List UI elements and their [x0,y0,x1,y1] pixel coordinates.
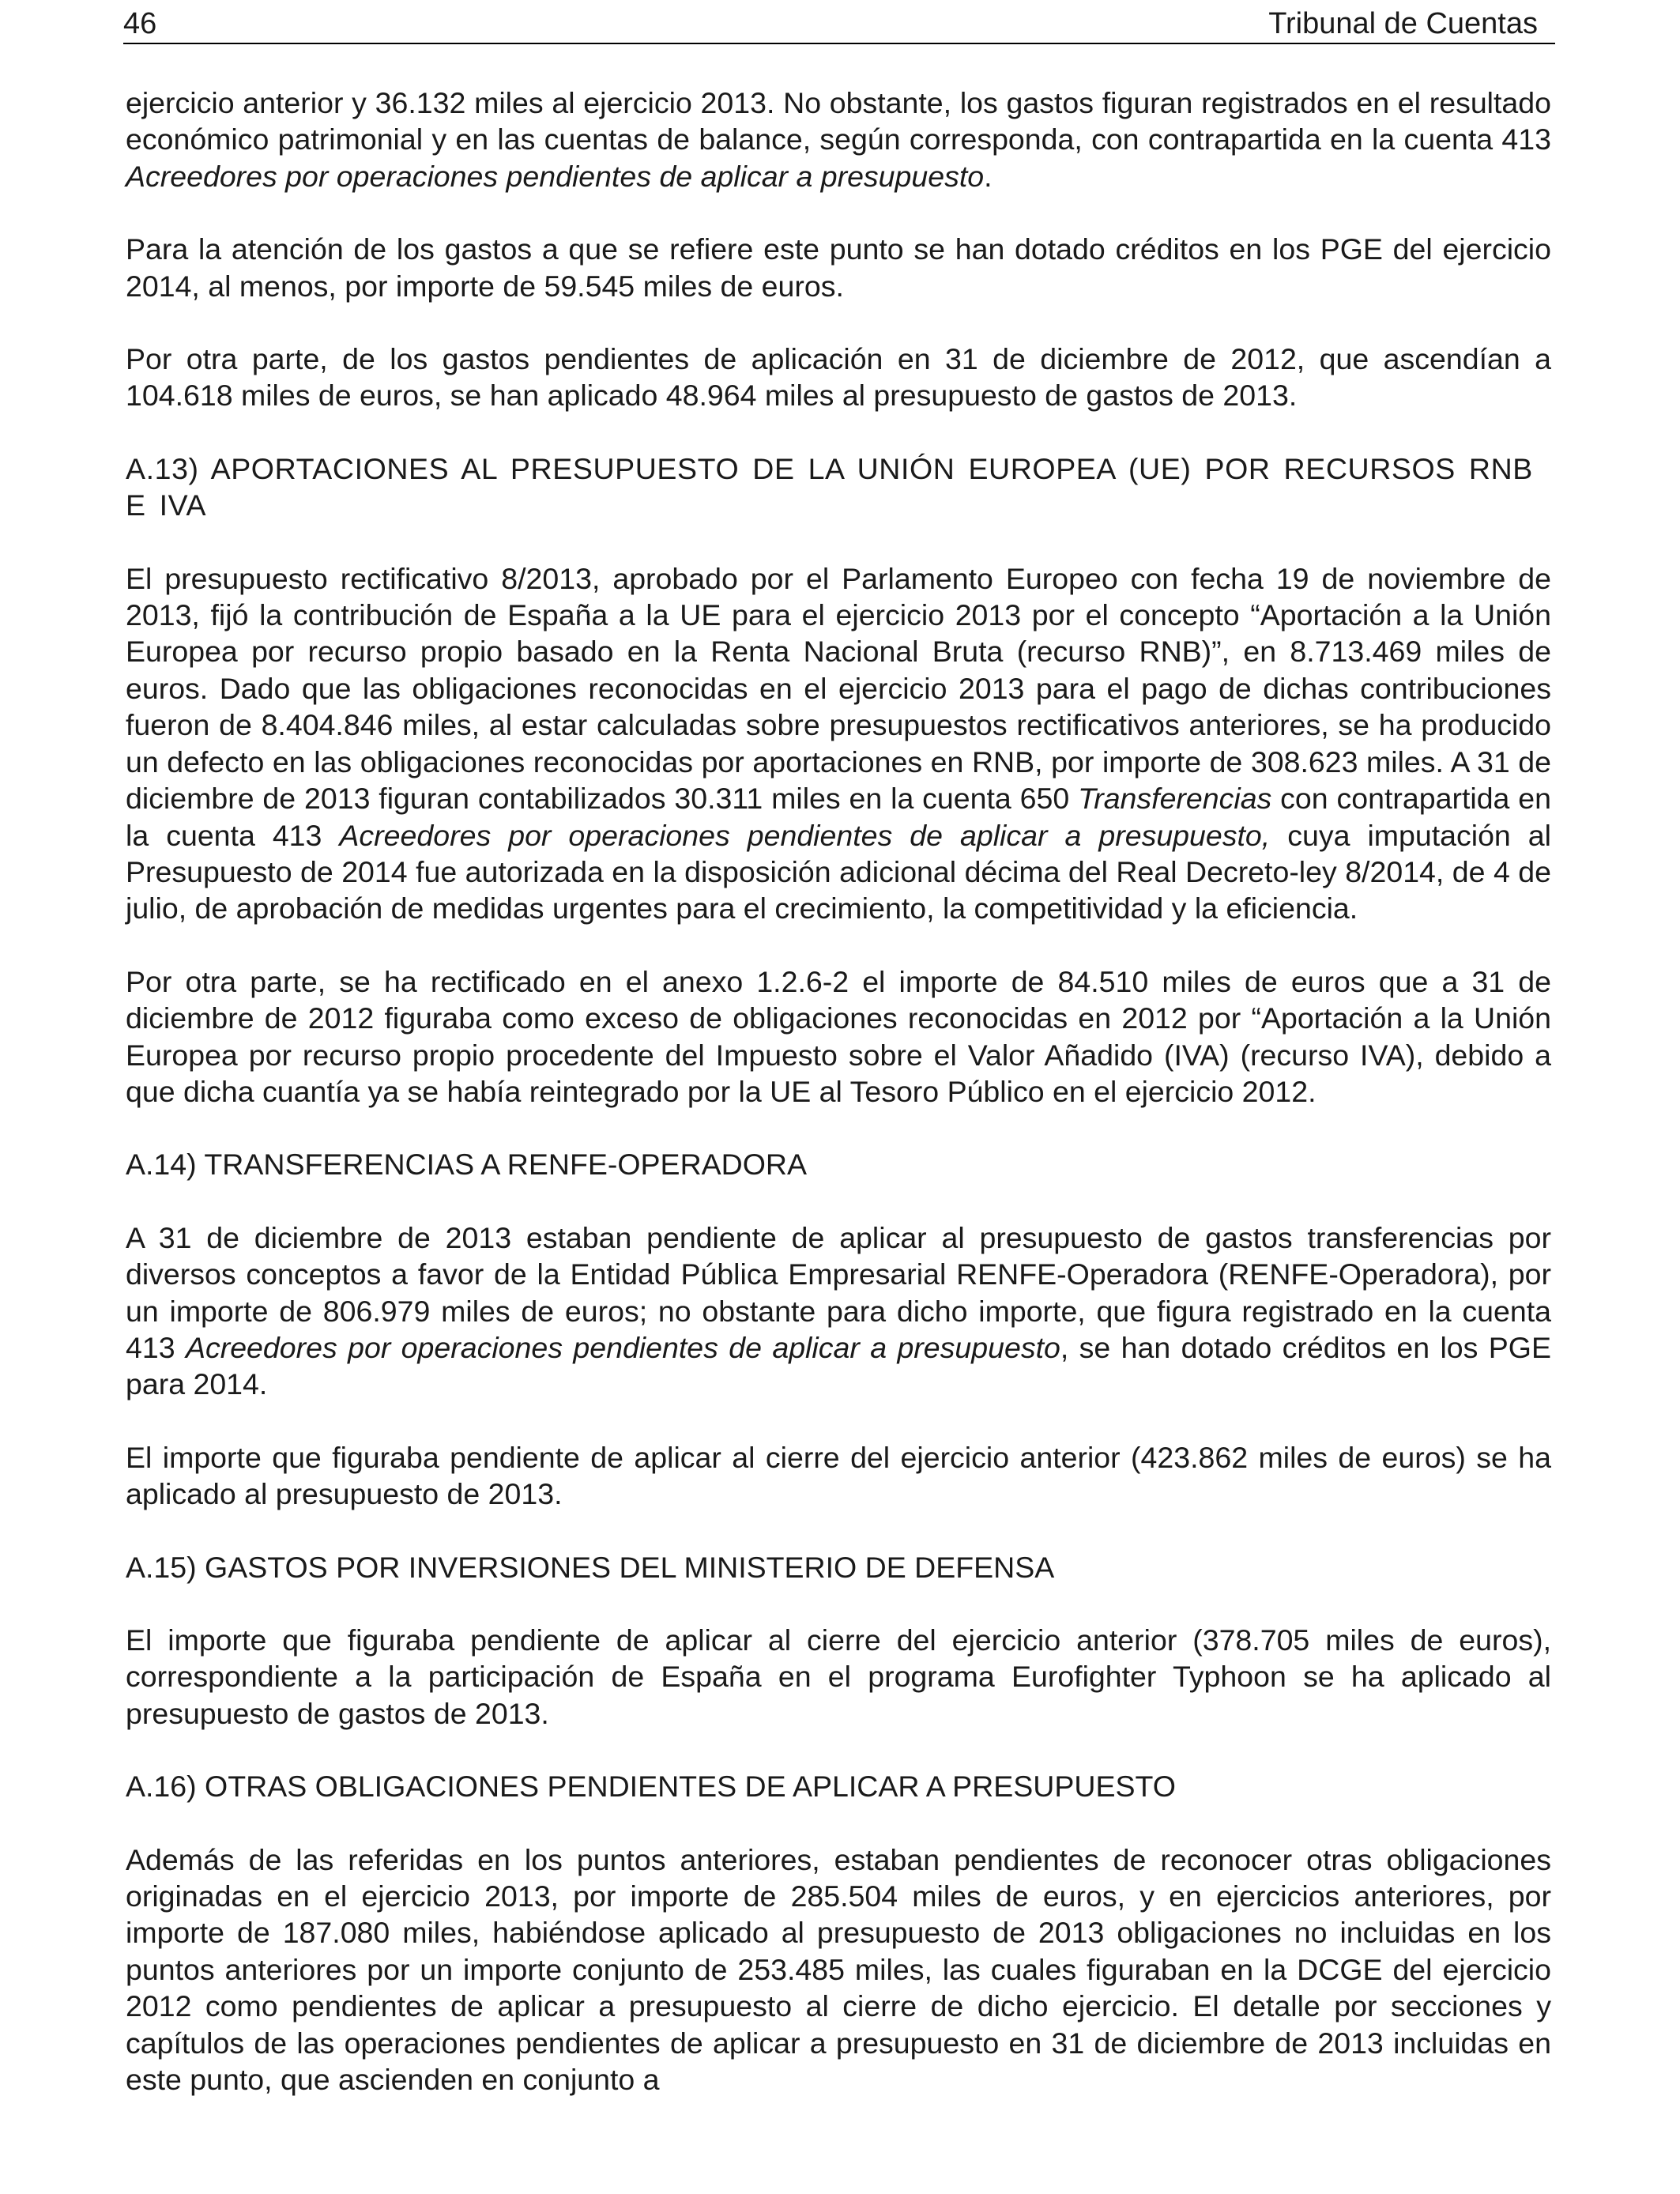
paragraph-eu-iva: Por otra parte, se ha rectificado en el anexo 1.2.6-2 el importe de 84.510 miles de euros que a 31 de diciembre de 2012 figuraba como exceso de obligaciones reconocidas en 2012 por “Aportación a la Unión Europea por recurso propio procedente del Impuesto sobre el Valor Añadido (IVA) (recurso IVA), debido a que dicha cuantía ya se había reintegrado por la UE al Tesoro Público en el ejercicio 2012. [126,964,1551,1108]
section-heading-a13: A.13) APORTACIONES AL PRESUPUESTO DE LA UNIÓN EUROPEA (UE) POR RECURSOS RNB E IVA [126,451,1533,522]
text-run: A 31 de diciembre de 2013 estaban pendiente de aplicar al presupuesto de gastos transferencias por diversos conceptos a favor de la Entidad Pública Empresarial RENFE-Operadora (RENFE-Operadora), por un importe de 806.979 miles de euros; no obstante para dicho importe, que figura registrado en la cuenta 413 [126,1220,1551,1364]
paragraph-other-obligations: Además de las referidas en los puntos anteriores, estaban pendientes de reconocer otras obligaciones originadas en el ejercicio 2013, por importe de 285.504 miles de euros, y en ejercicios anteriores, por importe de 187.080 miles, habiéndose aplicado al presupuesto de 2013 obligaciones no incluidas en los puntos anteriores por un importe conjunto de 253.485 miles, las cuales figuraban en la DCGE del ejercicio 2012 como pendientes de aplicar a presupuesto al cierre de dicho ejercicio. El detalle por secciones y capítulos de las operaciones pendientes de aplicar a presupuesto en 31 de diciembre de 2013 incluidas en este punto, que ascienden en conjunto a [126,1842,1551,2097]
section-heading-a16: A.16) OTRAS OBLIGACIONES PENDIENTES DE APLICAR A PRESUPUESTO [126,1770,1176,1804]
text-run: . [984,159,993,193]
text-run: con contrapartida en la cuenta 413 [126,782,1551,852]
account-name-italic: Acreedores por operaciones pendientes de aplicar a presupuesto [126,159,985,193]
text-run: El presupuesto rectificativo 8/2013, aprobado por el Parlamento Europeo con fecha 19 de noviembre de 2013, fijó la contribución de España a la UE para el ejercicio 2013 por el concepto “Aportación a la Unión Europea por recurso propio basado en la Renta Nacional Bruta (recurso RNB)”, en 8.713.469 miles de euros. Dado que las obligaciones reconocidas en el ejercicio 2013 para el pago de dichas contribuciones fueron de 8.404.846 miles, al estar calculadas sobre presupuestos rectificativos anteriores, se ha producido un defecto en las obligaciones reconocidas por aportaciones en RNB, por importe de 308.623 miles. A 31 de diciembre de 2013 figuran contabilizados 30.311 miles en la cuenta 650 [126,561,1551,816]
paragraph-defense: El importe que figuraba pendiente de aplicar al cierre del ejercicio anterior (378.705 miles de euros), correspondiente a la participación de España en el programa Eurofighter Typhoon se ha aplicado al presupuesto de gastos de 2013. [126,1623,1551,1730]
paragraph-eu-rnb [126,560,1551,927]
paragraph-pending-2012: Por otra parte, de los gastos pendientes de aplicación en 31 de diciembre de 2012, que ascendían a 104.618 miles de euros, se han aplicado 48.964 miles al presupuesto de gastos de 2013. [126,342,1551,413]
account-name-italic: Transferencias [1078,782,1272,816]
text-run: cuya imputación al Presupuesto de 2014 fue autorizada en la disposición adicional décima del Real Decreto-ley 8/2014, de 4 de julio, de aprobación de medidas urgentes para el crecimiento, la competitividad y la eficiencia. [126,818,1551,925]
section-heading-a15: A.15) GASTOS POR INVERSIONES DEL MINISTERIO DE DEFENSA [126,1550,1055,1584]
section-heading-a14: A.14) TRANSFERENCIAS A RENFE-OPERADORA [126,1148,808,1182]
running-title: Tribunal de Cuentas [1268,7,1538,40]
paragraph-renfe-pending [126,1220,1551,1403]
paragraph-renfe-prior: El importe que figuraba pendiente de aplicar al cierre del ejercicio anterior (423.862 miles de euros) se ha aplicado al presupuesto de 2013. [126,1440,1551,1511]
account-name-italic: Acreedores por operaciones pendientes de aplicar a presupuesto [185,1330,1060,1364]
document-body [126,85,1551,2098]
text-run: ejercicio anterior y 36.132 miles al ejercicio 2013. No obstante, los gastos figuran registrados en el resultado económico patrimonial y en las cuentas de balance, según corresponda, con contrapartida en la cuenta 413 [126,86,1551,156]
paragraph-continuation [126,85,1551,194]
page-number: 46 [123,7,157,40]
paragraph-credits-2014: Para la atención de los gastos a que se refiere este punto se han dotado créditos en los PGE del ejercicio 2014, al menos, por importe de 59.545 miles de euros. [126,232,1551,303]
page-header [123,5,1555,44]
text-run: , se han dotado créditos en los PGE para 2014. [126,1330,1551,1401]
account-name-italic: Acreedores por operaciones pendientes de aplicar a presupuesto, [339,818,1271,852]
